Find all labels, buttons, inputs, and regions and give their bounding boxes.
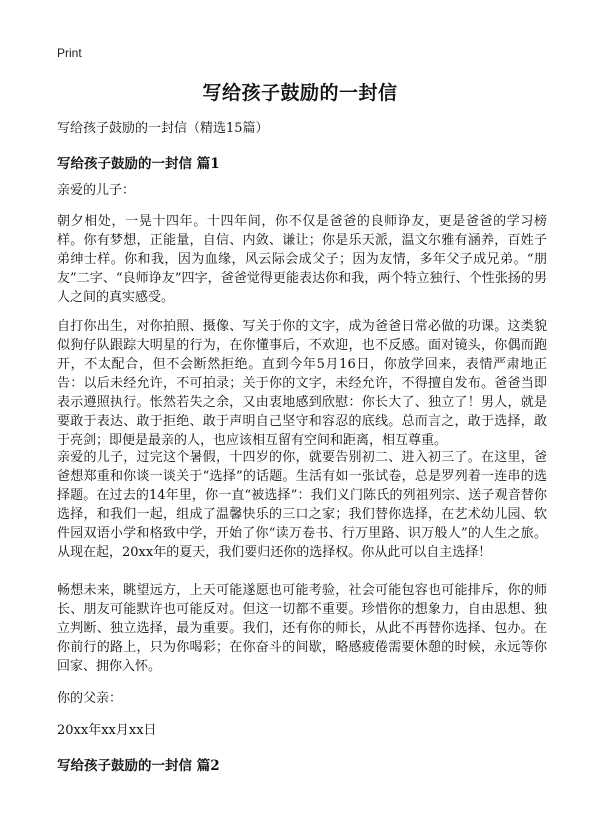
document-title: 写给孩子鼓励的一封信: [202, 82, 398, 104]
section-heading-2: 写给孩子鼓励的一封信 篇2: [57, 758, 220, 774]
print-link[interactable]: Print: [57, 46, 82, 60]
letter-paragraph-3: 亲爱的儿子，过完这个暑假，十四岁的你，就要告别初二、进入初三了。在这里，爸爸想郑重和你谈一谈关于“选择”的话题。生活有如一张试卷，总是罗列着一连串的选择题。在过去的14年里，你一直“被选择”：我们义门陈氏的列祖列宗、送子观音替你选择，和我们一起，组成了温馨快乐的三口之家；我们替你选择，在艺术幼儿园、软件园双语小学和格致中学，开始了你“读万卷书、行万里路、识万般人”的人生之旅。从现在起，20xx年的夏天，我们要归还你的选择权。你从此可以自主选择！: [57, 450, 547, 560]
section-heading-1: 写给孩子鼓励的一封信 篇1: [57, 156, 220, 172]
letter-date: 20xx年xx月xx日: [57, 723, 157, 738]
document-subtitle: 写给孩子鼓励的一封信（精选15篇）: [57, 121, 269, 136]
letter-paragraph-4: 畅想未来，眺望远方，上天可能遂愿也可能考验，社会可能包容也可能排斥，你的师长、朋友可能默许也可能反对。但这一切都不重要。珍惜你的想象力，自由思想、独立判断、独立选择，最为重要。我们，还有你的师长，从此不再替你选择、包办。在你前行的路上，只为你喝彩；在你奋斗的间歇，略感疲倦需要休憩的时候，永远等你回家、拥你入怀。: [57, 583, 547, 674]
letter-greeting: 亲爱的儿子：: [57, 183, 136, 198]
letter-paragraph-2: 自打你出生，对你拍照、摄像、写关于你的文字，成为爸爸日常必做的功课。这类貌似狗仔队跟踪大明星的行为，在你懂事后，不欢迎，也不反感。面对镜头，你偶而跑开，不太配合，但不会断然拒绝。直到今年5月16日，你放学回来，表情严肃地正告：以后未经允许，不可拍录；关于你的文字，未经允许，不得擅自发布。爸爸当即表示遵照执行。怅然若失之余，又由衷地感到欣慰：你长大了、独立了！男人，就是要敢于表达、敢于拒绝、敢于声明自己坚守和容忍的底线。总而言之，敢于选择，敢于亮剑；即便是最亲的人，也应该相互留有空间和距离，相互尊重。: [57, 319, 547, 448]
letter-signature: 你的父亲：: [57, 691, 123, 706]
letter-paragraph-1: 朝夕相处，一晃十四年。十四年间，你不仅是爸爸的良师诤友，更是爸爸的学习榜样。你有梦想，正能量，自信、内敛、谦让；你是乐天派，温文尔雅有涵养，百姓子弟绅士样。你和我，因为血缘，风云际会成父子；因为友情，多年父子成兄弟。“朋友”二字、“良师诤友”四字，爸爸觉得更能表达你和我，两个特立独行、个性张扬的男人之间的真实感受。: [57, 214, 547, 305]
